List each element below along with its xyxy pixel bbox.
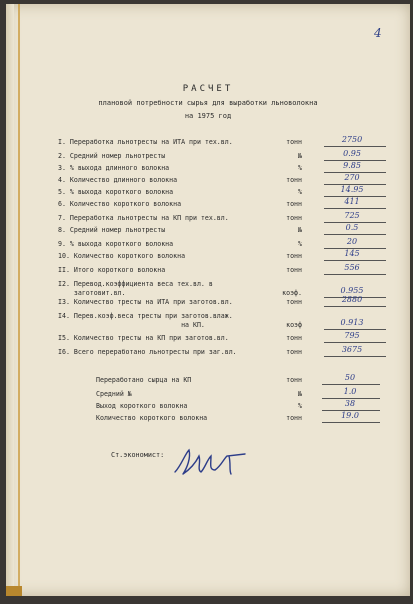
item-unit: тонн: [286, 348, 302, 356]
item-value: 20: [346, 237, 358, 246]
item-label: 10. Количество короткого волокна: [58, 252, 186, 260]
item-underline: [324, 342, 386, 343]
item-label: 6. Количество короткого волокна: [58, 200, 182, 208]
summary-label: Выход короткого волокна: [96, 402, 188, 410]
page-number: 4: [374, 26, 382, 40]
item-label: I5. Количество тресты на КП при заготов.вл.: [58, 334, 229, 342]
item-value: 3675: [341, 345, 363, 354]
item-underline: [324, 274, 386, 275]
item-value: 14.95: [340, 185, 364, 194]
summary-value: 19.0: [341, 411, 359, 420]
item-underline: [324, 306, 386, 307]
calculation-list: [6, 4, 410, 604]
item-value: 725: [344, 211, 360, 220]
item-unit: %: [298, 164, 302, 172]
summary-label: Средний №: [96, 390, 132, 398]
item-unit: №: [298, 152, 302, 160]
item-value: 0.955: [340, 286, 364, 295]
summary-underline: [322, 422, 380, 423]
item-label: 8. Средний номер льнотресты: [58, 226, 166, 234]
summary-unit: тонн: [286, 414, 302, 422]
item-unit: тонн: [286, 176, 302, 184]
item-unit: тонн: [286, 266, 302, 274]
document-year: на 1975 год: [184, 112, 232, 120]
item-label: 5. % выхода короткого волокна: [58, 188, 174, 196]
summary-value: 1.0: [343, 387, 357, 396]
item-label: I2. Перевод.коэффициента веса тех.вл. в заготовит.вл.: [58, 280, 213, 297]
item-unit: тонн: [286, 214, 302, 222]
item-value: 2880: [341, 295, 363, 304]
item-label: 7. Переработка льнотресты на КП при тех.вл.: [58, 214, 229, 222]
item-label: 9. % выхода короткого волокна: [58, 240, 174, 248]
item-value: 270: [344, 173, 360, 182]
item-value: 0.95: [343, 149, 361, 158]
item-unit: №: [298, 226, 302, 234]
item-value: 411: [344, 197, 360, 206]
item-unit: коэф.: [282, 289, 302, 297]
summary-label: Переработано сырца на КП: [96, 376, 192, 384]
item-label: 4. Количество длинного волокна: [58, 176, 178, 184]
item-underline: [324, 234, 386, 235]
document-page: [6, 4, 410, 596]
item-value: 0.5: [345, 223, 359, 232]
signature-label: Ст.экономист:: [111, 451, 165, 459]
item-unit: тонн: [286, 252, 302, 260]
item-label: I. Переработка льнотресты на ИТА при тех.вл.: [58, 138, 233, 146]
item-unit: тонн: [286, 200, 302, 208]
item-value: 556: [344, 263, 360, 272]
summary-underline: [322, 384, 380, 385]
item-label: I3. Количество тресты на ИТА при заготов.вл.: [58, 298, 233, 306]
item-underline: [324, 356, 386, 357]
summary-value: 50: [344, 373, 356, 382]
item-value: 9.85: [343, 161, 361, 170]
item-underline: [324, 208, 386, 209]
summary-unit: №: [298, 390, 302, 398]
summary-unit: тонн: [286, 376, 302, 384]
item-unit: коэф: [286, 321, 302, 329]
item-unit: %: [298, 240, 302, 248]
item-underline: [324, 260, 386, 261]
item-label: I4. Перев.коэф.веса тресты при заготов.влаж. на КП.: [58, 312, 233, 329]
item-unit: тонн: [286, 138, 302, 146]
summary-label: Количество короткого волокна: [96, 414, 208, 422]
item-value: 795: [344, 331, 360, 340]
item-unit: тонн: [286, 298, 302, 306]
item-label: II. Итого короткого волокна: [58, 266, 166, 274]
item-value: 2750: [341, 135, 363, 144]
item-value: 145: [344, 249, 360, 258]
item-value: 0.913: [340, 318, 364, 327]
signature: [171, 444, 251, 480]
summary-unit: %: [298, 402, 302, 410]
item-unit: тонн: [286, 334, 302, 342]
document-subtitle: плановой потребности сырья для выработки льноволокна: [98, 99, 318, 107]
summary-value: 38: [344, 399, 356, 408]
item-underline: [324, 329, 386, 330]
document-title: РАСЧЕТ: [182, 84, 234, 94]
item-unit: %: [298, 188, 302, 196]
item-label: I6. Всего переработано льнотресты при заг.вл.: [58, 348, 237, 356]
item-label: 2. Средний номер льнотресты: [58, 152, 166, 160]
item-underline: [324, 146, 386, 147]
item-label: 3. % выхода длинного волокна: [58, 164, 170, 172]
